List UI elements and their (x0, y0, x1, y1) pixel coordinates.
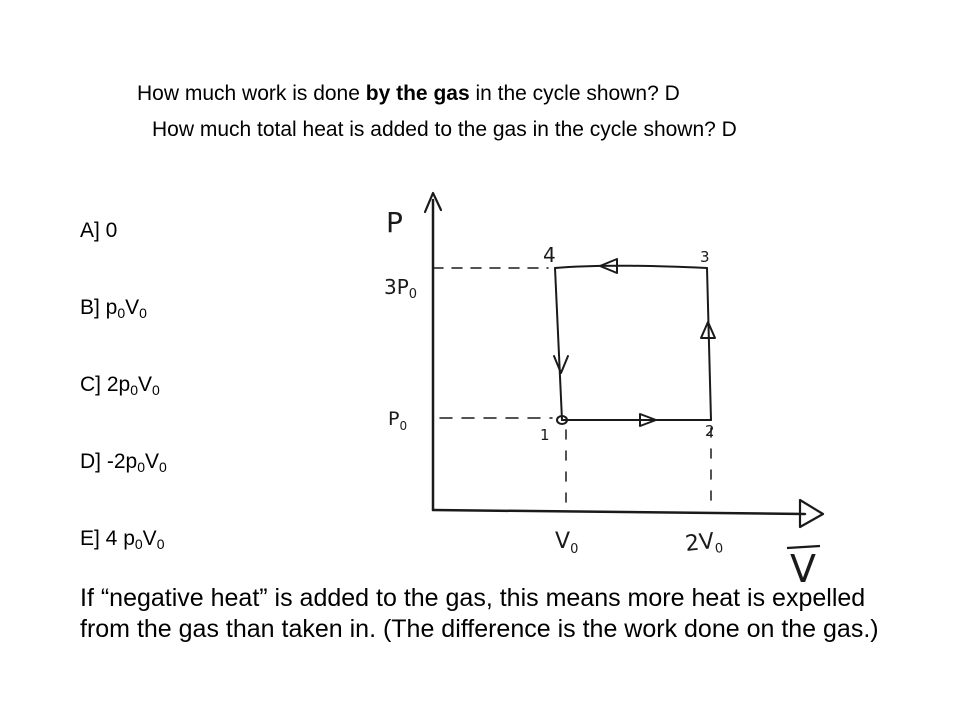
state-point-4-label: 4 (543, 243, 556, 267)
option-e-prefix: E] 4 p (80, 527, 135, 550)
explanation-note: If “negative heat” is added to the gas, this means more heat is expelled from the gas than taken in. (The difference is the work done on the gas.) (80, 584, 879, 643)
option-c-prefix: C] 2p (80, 373, 131, 396)
v-axis-label: V (790, 547, 816, 591)
v1-label-sub: 0 (570, 542, 579, 557)
option-d-prefix: D] -2p (80, 450, 138, 473)
p-low-label (388, 408, 407, 433)
v1-label (555, 529, 578, 557)
option-c-sub2: 0 (152, 382, 160, 398)
question-work-emphasis: by the gas (365, 82, 470, 105)
process-2-to-3 (707, 268, 711, 420)
v-axis-line (433, 510, 805, 514)
option-d-sub2: 0 (159, 459, 167, 475)
option-b-sub1: 0 (117, 305, 126, 321)
option-e-sub1: 0 (134, 536, 143, 552)
p-high-label-main: 3P (384, 275, 409, 299)
p-low-label-main: P (388, 408, 400, 430)
v2-label (684, 528, 724, 560)
p-axis-label: P (386, 206, 403, 239)
option-c-sub1: 0 (130, 382, 138, 398)
p-high-label-sub: 0 (408, 287, 418, 302)
process-3-to-4 (555, 266, 707, 268)
option-d-sub1: 0 (137, 459, 145, 475)
option-c-mid: V (138, 373, 153, 396)
option-b-prefix: B] p (80, 296, 118, 319)
option-b-sub2: 0 (139, 305, 147, 321)
p-low-label-sub: 0 (399, 419, 408, 433)
state-point-1-label: 1 (540, 426, 550, 444)
process-4-to-1 (555, 268, 562, 420)
arrow-4-to-1 (554, 356, 568, 373)
question-heat: How much total heat is added to the gas in the cycle shown? D (152, 118, 737, 141)
question-work-text-before: How much work is done (137, 82, 366, 105)
v2-label-sub: 0 (714, 541, 725, 557)
option-b-mid: V (125, 296, 140, 319)
state-point-3-label: 3 (700, 248, 710, 266)
option-e-mid: V (142, 527, 157, 550)
v2-label-main: 2V (684, 529, 716, 557)
p-high-label (384, 275, 417, 302)
v1-label-main: V (555, 529, 571, 554)
question-work-text-after: in the cycle shown? D (469, 82, 680, 105)
option-d-mid: V (144, 450, 159, 473)
option-a: A] 0 (80, 219, 118, 242)
option-e-sub2: 0 (156, 536, 165, 552)
state-point-2-label: 2 (705, 422, 715, 440)
